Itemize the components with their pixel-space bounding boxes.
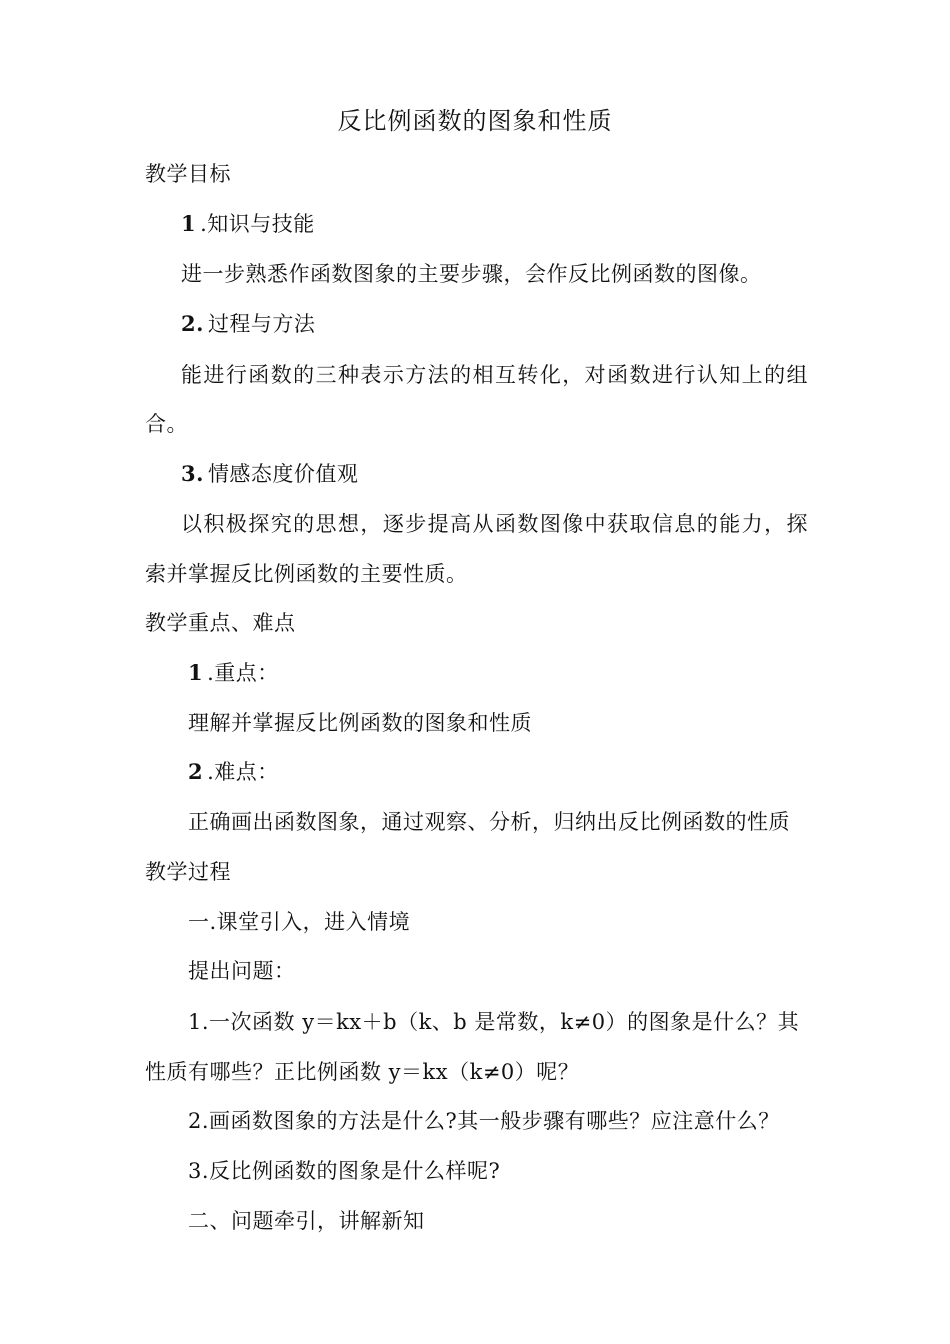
process-part-2-heading: 二、问题牵引，讲解新知 <box>188 1209 425 1233</box>
key-point-2-label: .难点： <box>207 760 279 784</box>
objective-3-heading <box>181 459 358 489</box>
key-point-2-text: 正确画出函数图象，通过观察、分析，归纳出反比例函数的性质 <box>188 810 790 834</box>
objective-1-number: 1 <box>181 211 197 236</box>
key-point-1-text: 理解并掌握反比例函数的图象和性质 <box>188 711 532 735</box>
objective-3-label: 情感态度价值观 <box>207 462 359 486</box>
process-part-1-heading: 一.课堂引入，进入情境 <box>188 910 411 934</box>
document-title: 反比例函数的图象和性质 <box>337 107 613 135</box>
question-intro: 提出问题： <box>188 959 296 983</box>
section-heading-process: 教学过程 <box>145 860 231 884</box>
key-point-2-heading <box>188 757 279 787</box>
objective-2-number: 2. <box>181 311 204 336</box>
key-point-2-number: 2 <box>188 759 204 784</box>
key-point-1-label: .重点： <box>207 661 279 685</box>
objective-1-text: 进一步熟悉作函数图象的主要步骤，会作反比例函数的图像。 <box>181 262 762 286</box>
objective-3-number: 3. <box>181 461 204 486</box>
question-1-line1: 1.一次函数 y＝kx＋b（k、b 是常数，k≠0）的图象是什么？其 <box>188 1010 800 1034</box>
objective-2-heading <box>181 309 315 339</box>
objective-2-text-line2: 合。 <box>145 412 188 436</box>
question-3: 3.反比例函数的图象是什么样呢? <box>188 1159 501 1183</box>
key-point-1-number: 1 <box>188 660 204 685</box>
objective-3-text-line1: 以积极探究的思想，逐步提高从函数图像中获取信息的能力，探 <box>181 512 808 536</box>
section-heading-objectives: 教学目标 <box>145 162 231 186</box>
objective-2-label: 过程与方法 <box>207 312 316 336</box>
key-point-1-heading <box>188 658 279 688</box>
objective-1-heading <box>181 209 315 239</box>
objective-2-text-line1: 能进行函数的三种表示方法的相互转化，对函数进行认知上的组 <box>181 363 808 387</box>
objective-1-label: .知识与技能 <box>200 212 315 236</box>
question-1-line2: 性质有哪些？正比例函数 y＝kx（k≠0）呢？ <box>145 1060 580 1084</box>
question-2: 2.画函数图象的方法是什么?其一般步骤有哪些？应注意什么？ <box>188 1109 780 1133</box>
objective-3-text-line2: 索并掌握反比例函数的主要性质。 <box>145 562 468 586</box>
section-heading-key-points: 教学重点、难点 <box>145 611 296 635</box>
